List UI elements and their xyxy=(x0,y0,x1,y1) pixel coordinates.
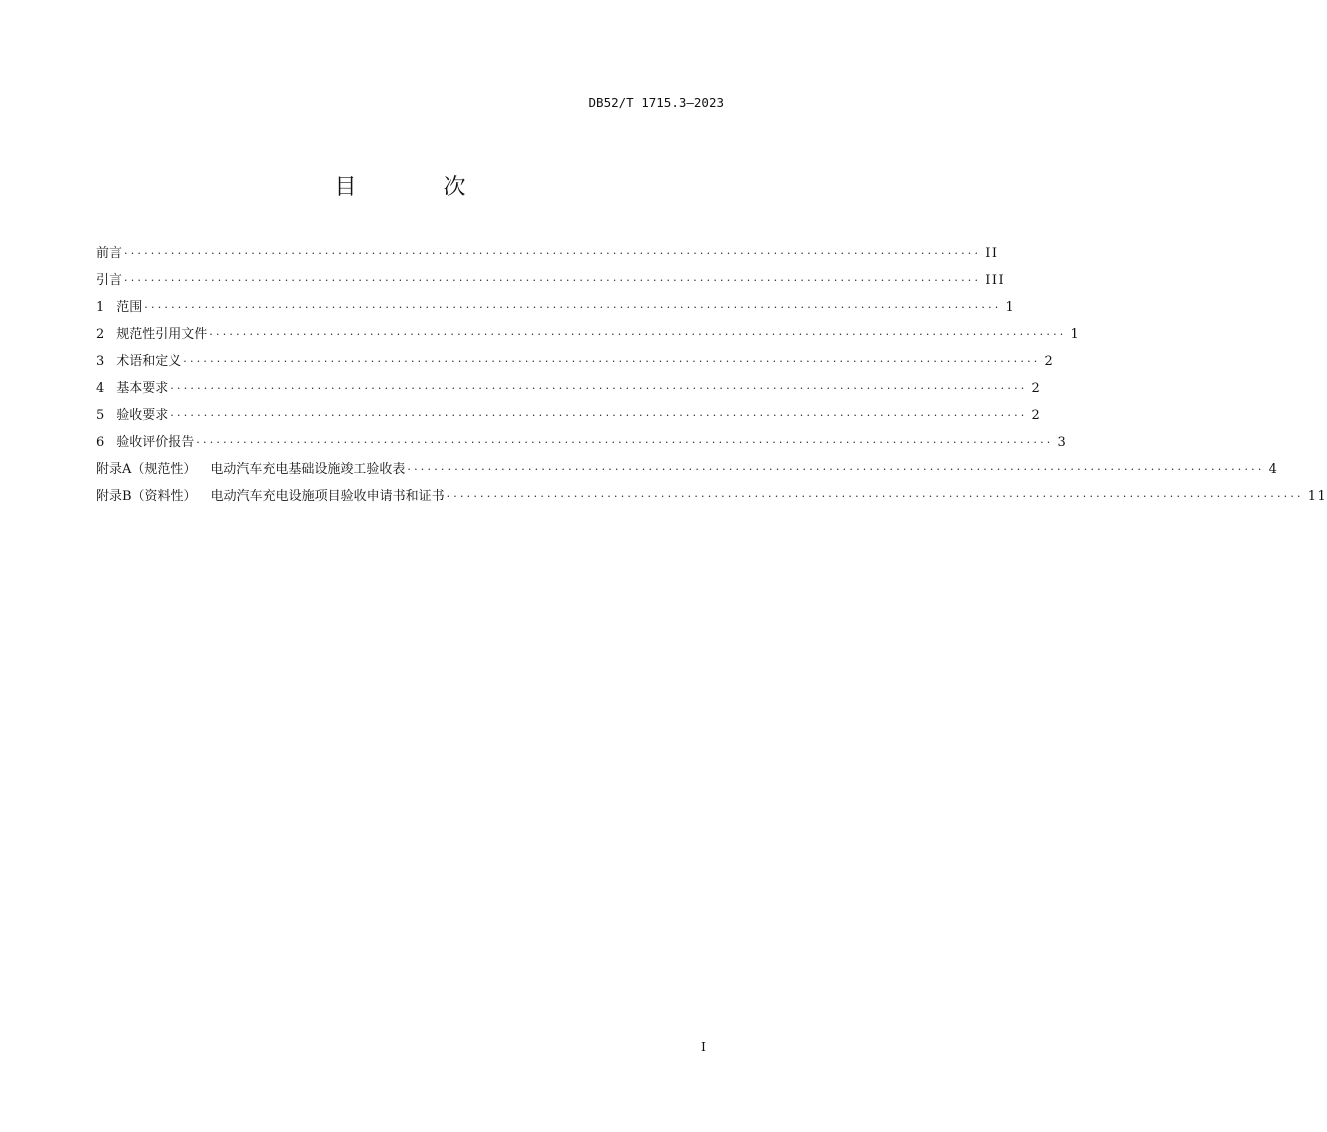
toc-entry-page: 2 xyxy=(1031,408,1042,423)
toc-title: 目 次 xyxy=(334,175,506,200)
toc-leader-dots: ································································································································ xyxy=(446,490,1304,503)
toc-entry-label: 前言 xyxy=(96,246,123,261)
toc-annex-tag: 附录B（资料性） xyxy=(96,489,197,504)
toc-entry-label: 引言 xyxy=(96,273,123,288)
toc-entry-label: 范围 xyxy=(116,300,143,315)
toc-leader-dots: ································································································································ xyxy=(170,409,1028,422)
page-number: I xyxy=(701,1039,706,1054)
toc-entry-introduction[interactable] xyxy=(96,267,1006,294)
toc-entry-basic-requirements[interactable] xyxy=(96,375,1042,402)
toc-entry-annex-b[interactable] xyxy=(96,483,1327,510)
toc-leader-dots: ································································································································ xyxy=(209,328,1067,341)
toc-entry-page: 2 xyxy=(1044,354,1055,369)
toc-leader-dots: ································································································································ xyxy=(183,355,1041,368)
document-code: DB52/T 1715.3—2023 xyxy=(588,95,724,110)
toc-leader-dots: ································································································································ xyxy=(196,436,1054,449)
toc-entry-number: 3 xyxy=(96,354,105,369)
toc-entry-acceptance-requirements[interactable] xyxy=(96,402,1042,429)
toc-entry-page: 1 xyxy=(1070,327,1081,342)
toc-entry-evaluation-report[interactable] xyxy=(96,429,1068,456)
toc-entry-label: 基本要求 xyxy=(116,381,169,396)
toc-leader-dots: ································································································································ xyxy=(170,382,1028,395)
toc-entry-annex-a[interactable] xyxy=(96,456,1279,483)
toc-entry-page: III xyxy=(985,273,1006,288)
toc-entry-normative-references[interactable] xyxy=(96,321,1081,348)
toc-leader-dots: ································································································································ xyxy=(144,301,1002,314)
toc-leader-dots: ································································································································ xyxy=(407,463,1265,476)
toc-leader-dots: ································································································································ xyxy=(124,247,982,260)
toc-entry-number: 6 xyxy=(96,435,105,450)
toc-entry-label: 电动汽车充电基础设施竣工验收表 xyxy=(210,462,406,477)
toc-annex-tag: 附录A（规范性） xyxy=(96,462,197,477)
toc-entry-terms-definitions[interactable] xyxy=(96,348,1055,375)
toc-list xyxy=(96,240,1327,510)
toc-entry-foreword[interactable] xyxy=(96,240,999,267)
toc-entry-label: 验收要求 xyxy=(116,408,169,423)
toc-entry-page: 1 xyxy=(1005,300,1016,315)
toc-entry-page: 4 xyxy=(1268,462,1279,477)
toc-entry-number: 2 xyxy=(96,327,105,342)
toc-leader-dots: ································································································································ xyxy=(124,274,982,287)
toc-entry-number: 4 xyxy=(96,381,105,396)
toc-entry-page: II xyxy=(985,246,999,261)
toc-entry-page: 2 xyxy=(1031,381,1042,396)
toc-entry-label: 电动汽车充电设施项目验收申请书和证书 xyxy=(210,489,445,504)
toc-entry-page: 11 xyxy=(1307,489,1327,504)
toc-entry-number: 5 xyxy=(96,408,105,423)
toc-entry-label: 术语和定义 xyxy=(116,354,182,369)
toc-entry-label: 规范性引用文件 xyxy=(116,327,208,342)
toc-entry-scope[interactable] xyxy=(96,294,1016,321)
toc-entry-page: 3 xyxy=(1057,435,1068,450)
toc-entry-number: 1 xyxy=(96,300,105,315)
toc-entry-label: 验收评价报告 xyxy=(116,435,195,450)
